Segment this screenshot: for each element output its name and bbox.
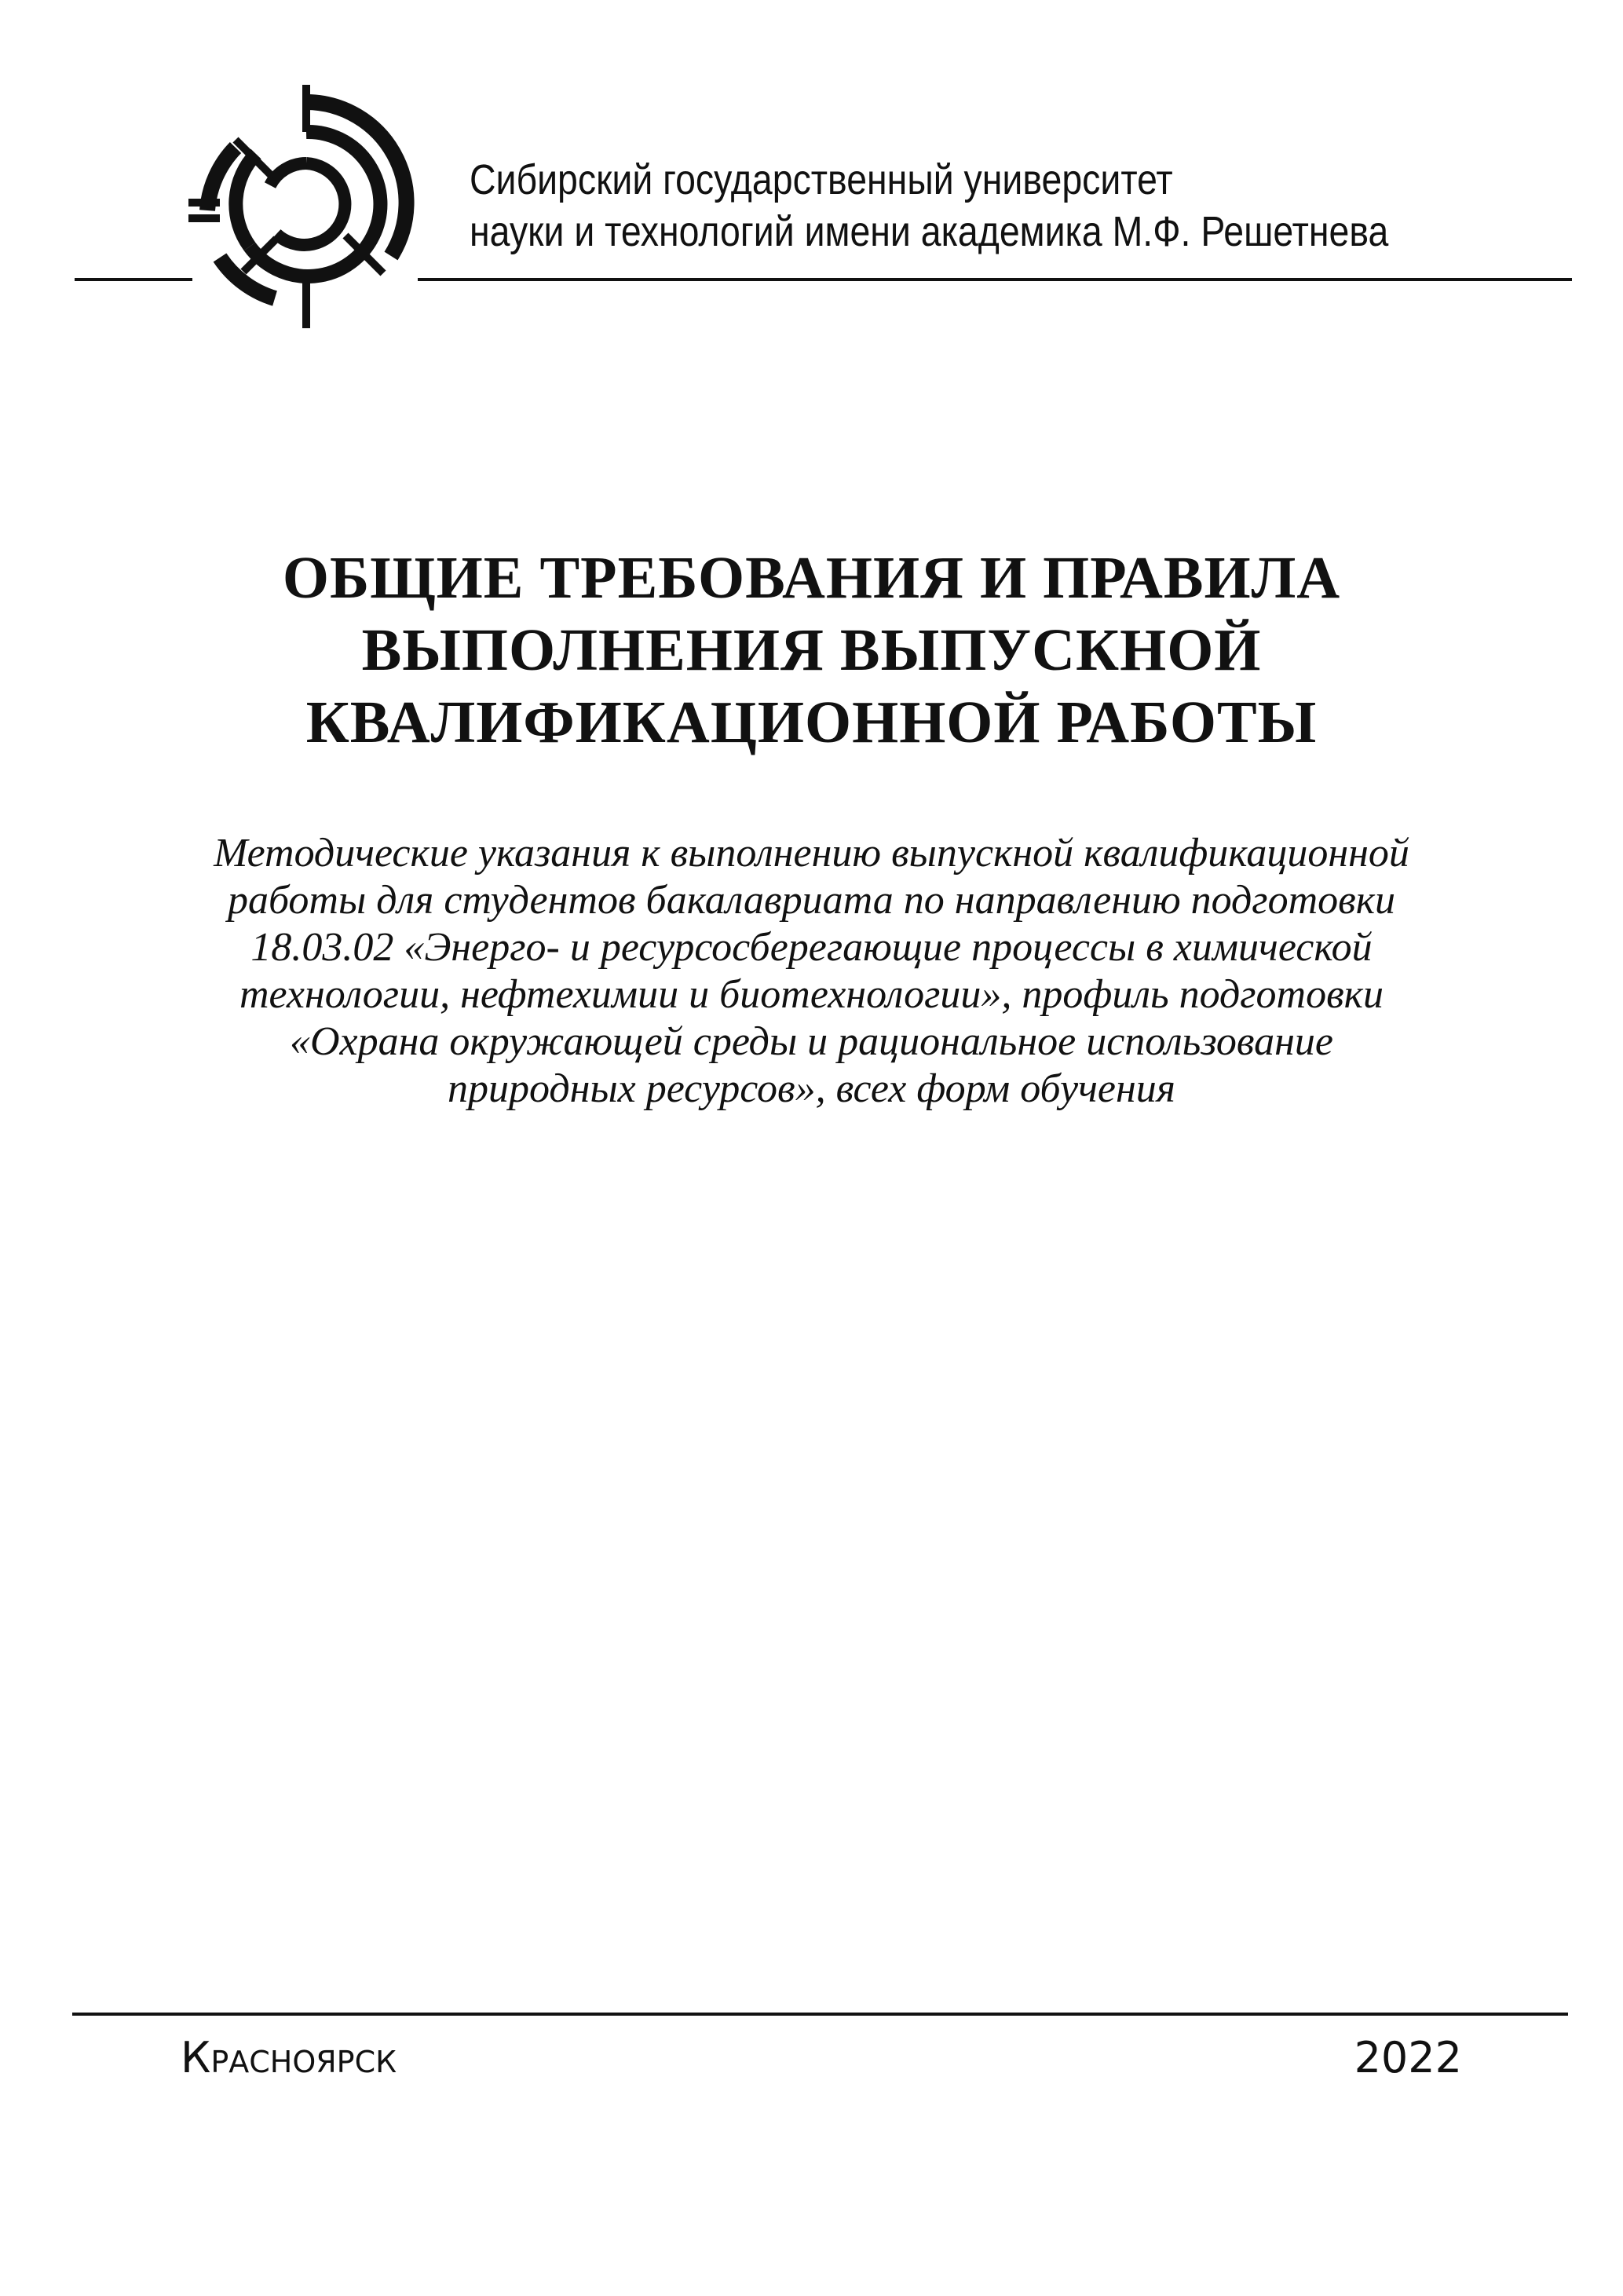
subtitle-line-4: технологии, нефтехимии и биотехнологии», профиль подготовки xyxy=(239,972,1384,1017)
university-logo-icon xyxy=(188,85,424,328)
header-rule-left xyxy=(75,278,192,281)
university-name-line2: науки и технологий имени академика М.Ф. Решетнева xyxy=(470,208,1389,255)
subtitle-line-5: «Охрана окружающей среды и рациональное использование xyxy=(289,1019,1334,1064)
title-line-2: ВЫПОЛНЕНИЯ ВЫПУСКНОЙ xyxy=(361,617,1262,683)
footer-rule xyxy=(72,2013,1568,2016)
subtitle-line-6: природных ресурсов», всех форм обучения xyxy=(448,1066,1175,1111)
title-line-3: КВАЛИФИКАЦИОННОЙ РАБОТЫ xyxy=(305,689,1318,755)
document-title xyxy=(0,542,1623,759)
university-name-line1: Сибирский государственный университет xyxy=(470,156,1173,203)
subtitle-line-2: работы для студентов бакалавриата по направлению подготовки xyxy=(227,878,1396,923)
subtitle-line-1: Методические указания к выполнению выпускной квалификационной xyxy=(214,831,1409,876)
publication-year: 2022 xyxy=(1354,2033,1462,2082)
title-line-1: ОБЩИЕ ТРЕБОВАНИЯ И ПРАВИЛА xyxy=(282,545,1341,611)
publication-city: Красноярск xyxy=(181,2033,397,2082)
subtitle-line-3: 18.03.02 «Энерго- и ресурсосберегающие процессы в химической xyxy=(250,925,1373,970)
header-rule-right xyxy=(418,278,1572,281)
document-subtitle xyxy=(0,830,1623,1113)
university-name xyxy=(470,154,1388,258)
